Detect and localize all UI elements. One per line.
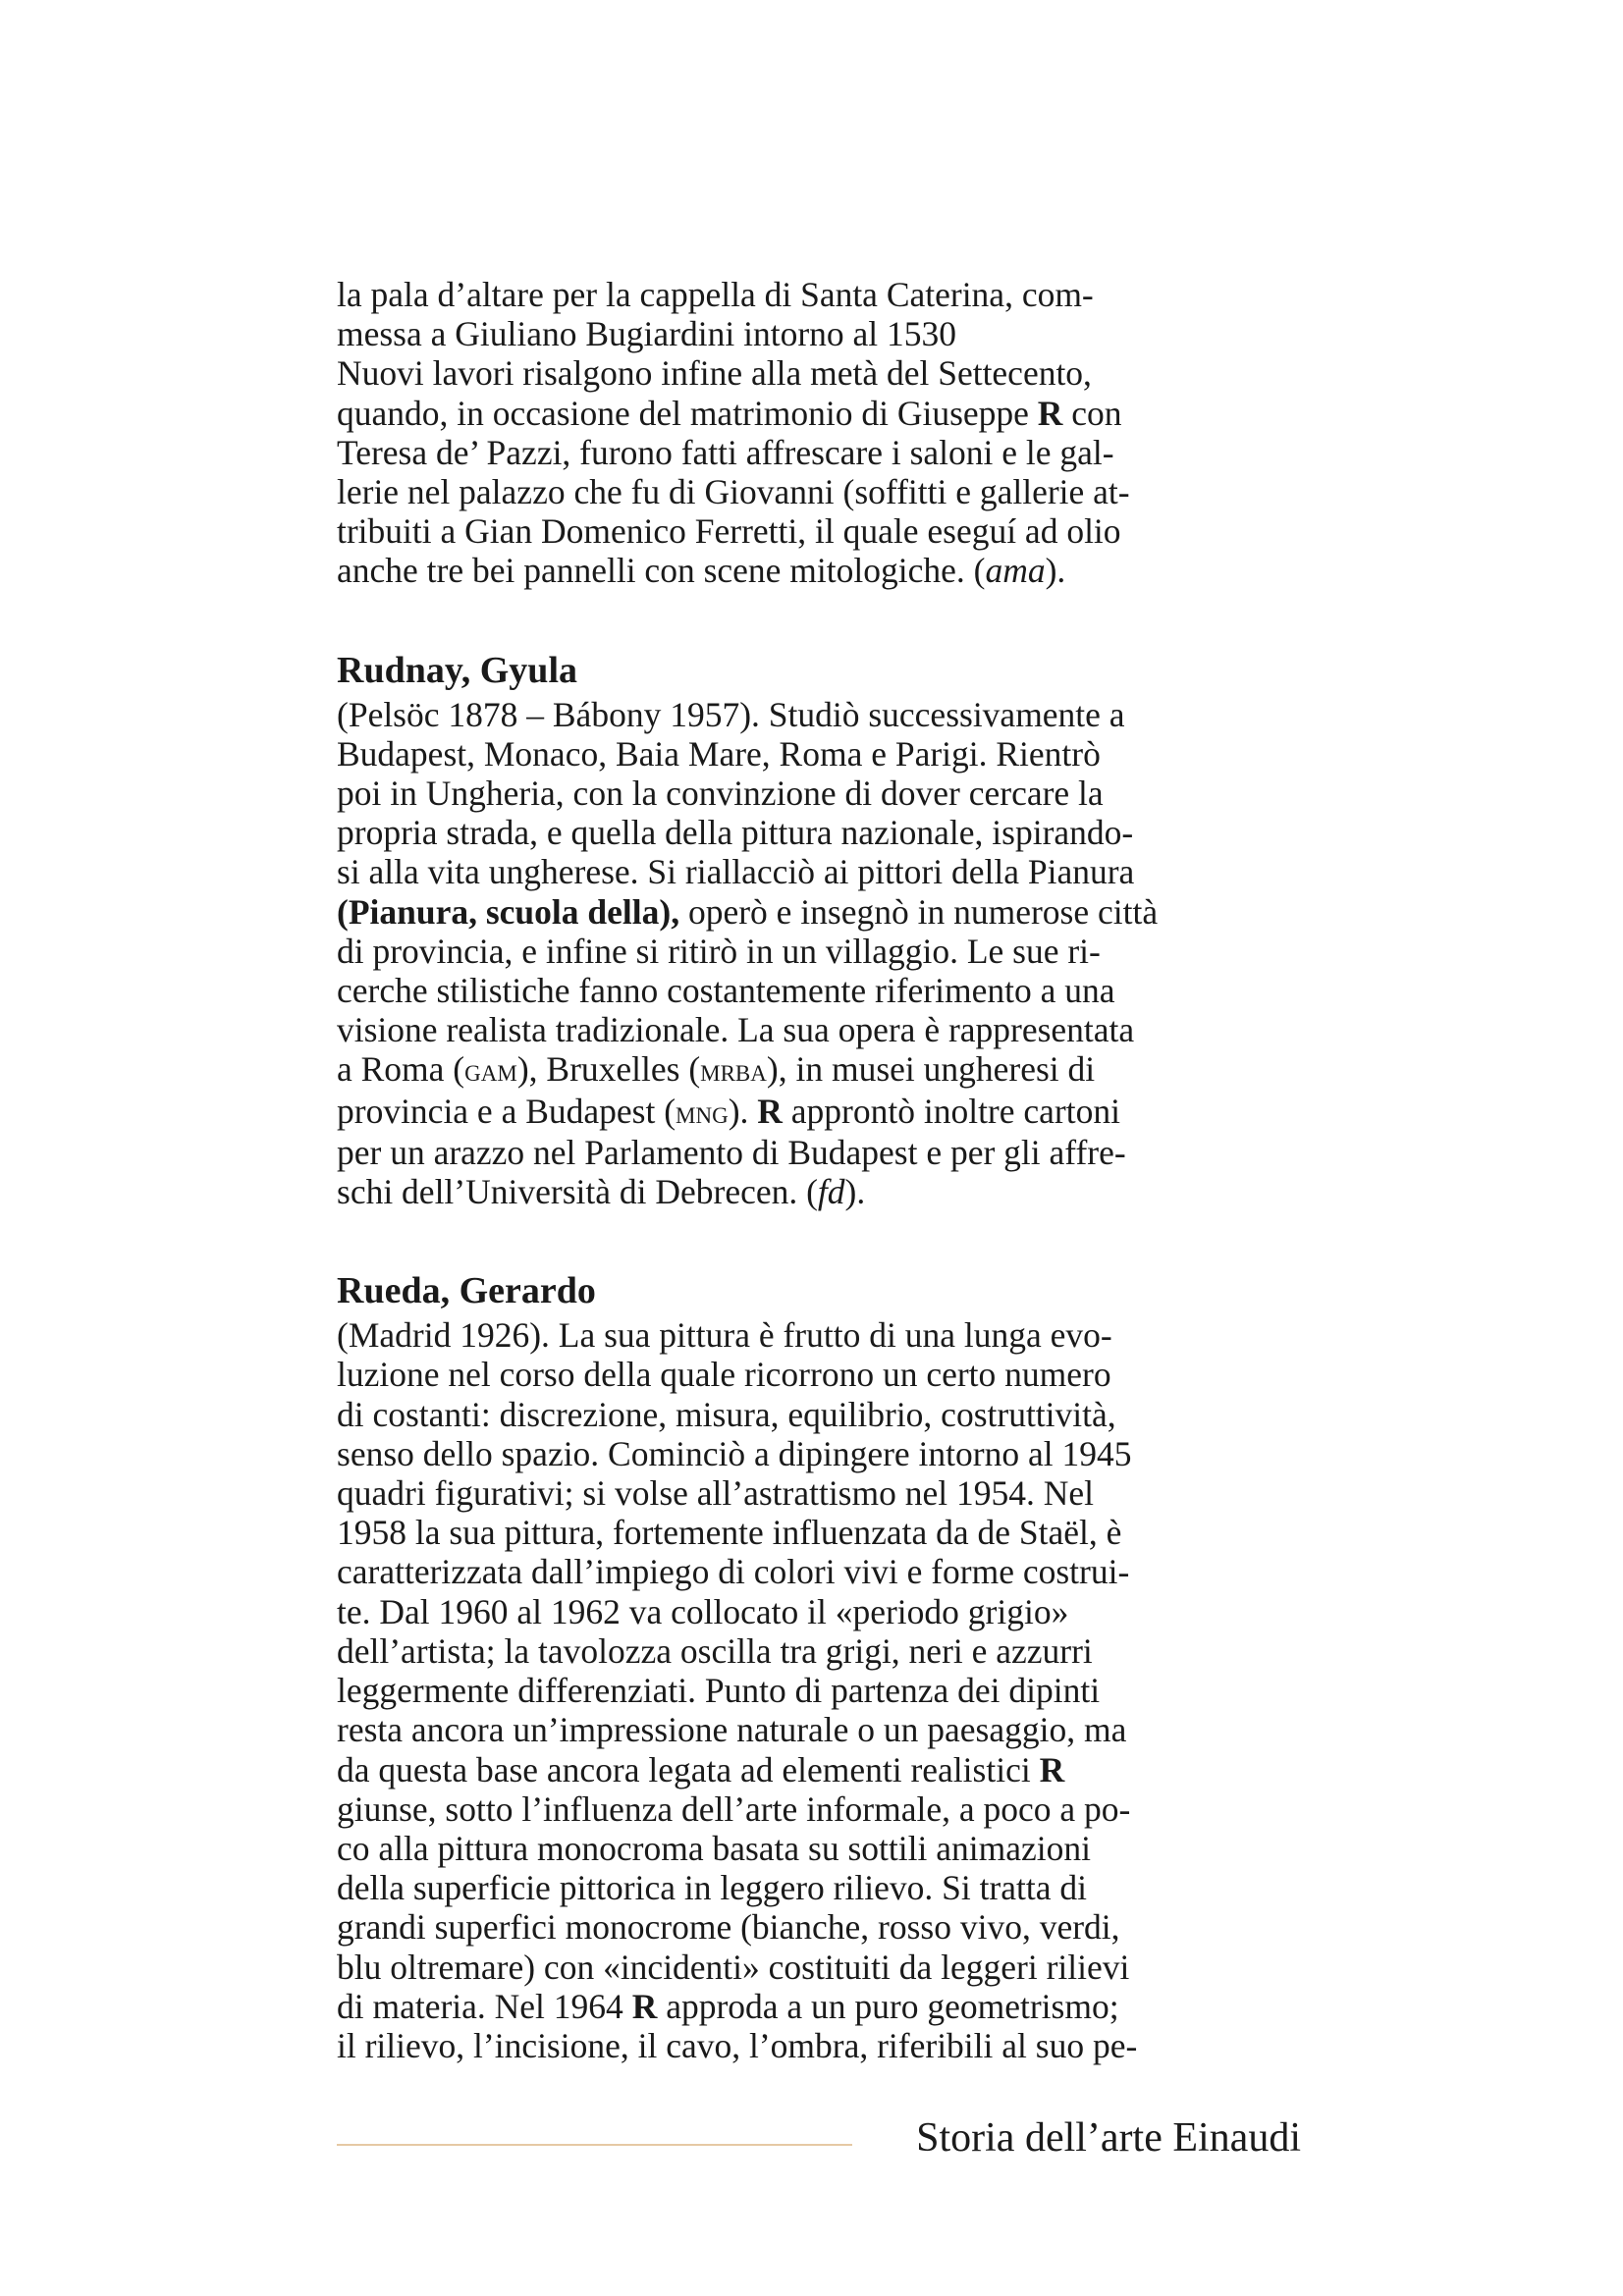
text-line: visione realista tradizionale. La sua opera è rappresentata xyxy=(337,1010,1135,1050)
entry-body xyxy=(337,1315,1301,2065)
intro-paragraph xyxy=(337,275,1301,591)
text-line: co alla pittura monocroma basata su sottili animazioni xyxy=(337,1828,1091,1868)
text-run: anche tre bei pannelli con scene mitologiche. ( xyxy=(337,551,986,591)
text-line: per un arazzo nel Parlamento di Budapest e per gli affre- xyxy=(337,1132,1126,1172)
text-line xyxy=(337,394,1301,433)
text-line xyxy=(337,1092,1301,1133)
text-run: di materia. Nel 1964 xyxy=(337,1986,623,2026)
text-line: leggermente differenziati. Punto di partenza dei dipinti xyxy=(337,1671,1101,1711)
museum-abbrev: gam xyxy=(464,1053,517,1090)
text-line: di provincia, e infine si ritirò in un villaggio. Le sue ri- xyxy=(337,931,1101,971)
entry-title: Rueda, Gerardo xyxy=(337,1270,596,1312)
text-run: ), in musei ungheresi di xyxy=(766,1049,1096,1090)
text-line: luzione nel corso della quale ricorrono un certo numero xyxy=(337,1355,1111,1395)
text-line: tribuiti a Gian Domenico Ferretti, il quale eseguí ad olio xyxy=(337,511,1121,552)
text-line: di costanti: discrezione, misura, equilibrio, costruttività, xyxy=(337,1394,1116,1434)
text-line: propria strada, e quella della pittura nazionale, ispirando- xyxy=(337,813,1134,853)
text-line: dell’artista; la tavolozza oscilla tra grigi, neri e azzurri xyxy=(337,1630,1093,1671)
text-run: ). xyxy=(728,1091,758,1131)
footer-rule xyxy=(337,2144,852,2146)
text-line xyxy=(337,1750,1301,1789)
text-run: a Roma ( xyxy=(337,1049,465,1090)
entry-rudnay xyxy=(337,648,1301,1212)
text-line: Nuovi lavori risalgono infine alla metà del Settecento, xyxy=(337,353,1092,394)
text-line: Teresa de’ Pazzi, furono fatti affrescare i saloni e le gal- xyxy=(337,432,1114,472)
text-line: 1958 la sua pittura, fortemente influenzata da de Staël, è xyxy=(337,1513,1122,1553)
entry-abbrev: R xyxy=(631,1986,658,2026)
text-line xyxy=(337,1987,1301,2026)
text-line: giunse, sotto l’influenza dell’arte informale, a poco a po- xyxy=(337,1789,1131,1829)
text-line: blu oltremare) con «incidenti» costituiti da leggeri rilievi xyxy=(337,1947,1130,1987)
text-run: ). xyxy=(844,1172,866,1212)
text-line: cerche stilistiche fanno costantemente riferimento a una xyxy=(337,971,1115,1011)
entry-abbrev: R xyxy=(1039,1749,1065,1789)
footer-label: Storia dell’arte Einaudi xyxy=(916,2115,1301,2161)
text-line xyxy=(337,1049,1301,1091)
entry-body xyxy=(337,695,1301,1212)
text-line: (Pelsöc 1878 – Bábony 1957). Studiò successivamente a xyxy=(337,694,1125,734)
text-run: ). xyxy=(1045,551,1066,591)
text-line: (Madrid 1926). La sua pittura è frutto di una lunga evo- xyxy=(337,1315,1112,1356)
author-initials: fd xyxy=(817,1172,845,1212)
text-run: approda a un puro geometrismo; xyxy=(666,1986,1119,2026)
text-line: quadri figurativi; si volse all’astrattismo nel 1954. Nel xyxy=(337,1473,1094,1514)
text-line: caratterizzata dall’impiego di colori vivi e forme costrui- xyxy=(337,1552,1130,1592)
text-run: provincia e a Budapest ( xyxy=(337,1091,676,1131)
text-line: lerie nel palazzo che fu di Giovanni (soffitti e gallerie at- xyxy=(337,472,1130,512)
text-run: con xyxy=(1071,393,1122,433)
page-footer xyxy=(337,2113,1301,2163)
page-content xyxy=(337,275,1301,2065)
entry-abbrev: R xyxy=(757,1091,783,1131)
text-line xyxy=(337,1172,1301,1211)
text-line: la pala d’altare per la cappella di Santa Caterina, com- xyxy=(337,275,1094,314)
entry-rueda xyxy=(337,1268,1301,2065)
text-run: da questa base ancora legata ad elementi realistici xyxy=(337,1749,1031,1789)
text-run: approntò inoltre cartoni xyxy=(782,1091,1120,1131)
text-run: operò e insegnò in numerose città xyxy=(679,891,1159,932)
text-line: grandi superfici monocrome (bianche, rosso vivo, verdi, xyxy=(337,1907,1120,1948)
text-line: poi in Ungheria, con la convinzione di dover cercare la xyxy=(337,774,1104,814)
text-run: schi dell’Università di Debrecen. ( xyxy=(337,1172,818,1212)
entry-title: Rudnay, Gyula xyxy=(337,649,577,691)
text-line: il rilievo, l’incisione, il cavo, l’ombra, riferibili al suo pe- xyxy=(337,2025,1138,2065)
text-line: senso dello spazio. Cominciò a dipingere intorno al 1945 xyxy=(337,1433,1132,1473)
text-line: della superficie pittorica in leggero rilievo. Si tratta di xyxy=(337,1868,1087,1908)
cross-reference: (Pianura, scuola della), xyxy=(337,891,680,932)
text-line xyxy=(337,892,1301,932)
author-initials: ama xyxy=(985,551,1046,591)
text-line: si alla vita ungherese. Si riallacciò ai pittori della Pianura xyxy=(337,852,1135,892)
text-line: Budapest, Monaco, Baia Mare, Roma e Parigi. Rientrò xyxy=(337,733,1101,774)
text-run: ), Bruxelles ( xyxy=(516,1049,701,1090)
museum-abbrev: mng xyxy=(676,1095,729,1131)
museum-abbrev: mrba xyxy=(700,1053,767,1090)
text-run: quando, in occasione del matrimonio di Giuseppe xyxy=(337,393,1029,433)
text-line: resta ancora un’impressione naturale o un paesaggio, ma xyxy=(337,1710,1127,1750)
text-line xyxy=(337,551,1301,590)
entry-abbrev: R xyxy=(1037,393,1063,433)
text-line: te. Dal 1960 al 1962 va collocato il «periodo grigio» xyxy=(337,1591,1069,1631)
text-line: messa a Giuliano Bugiardini intorno al 1530 xyxy=(337,314,957,354)
